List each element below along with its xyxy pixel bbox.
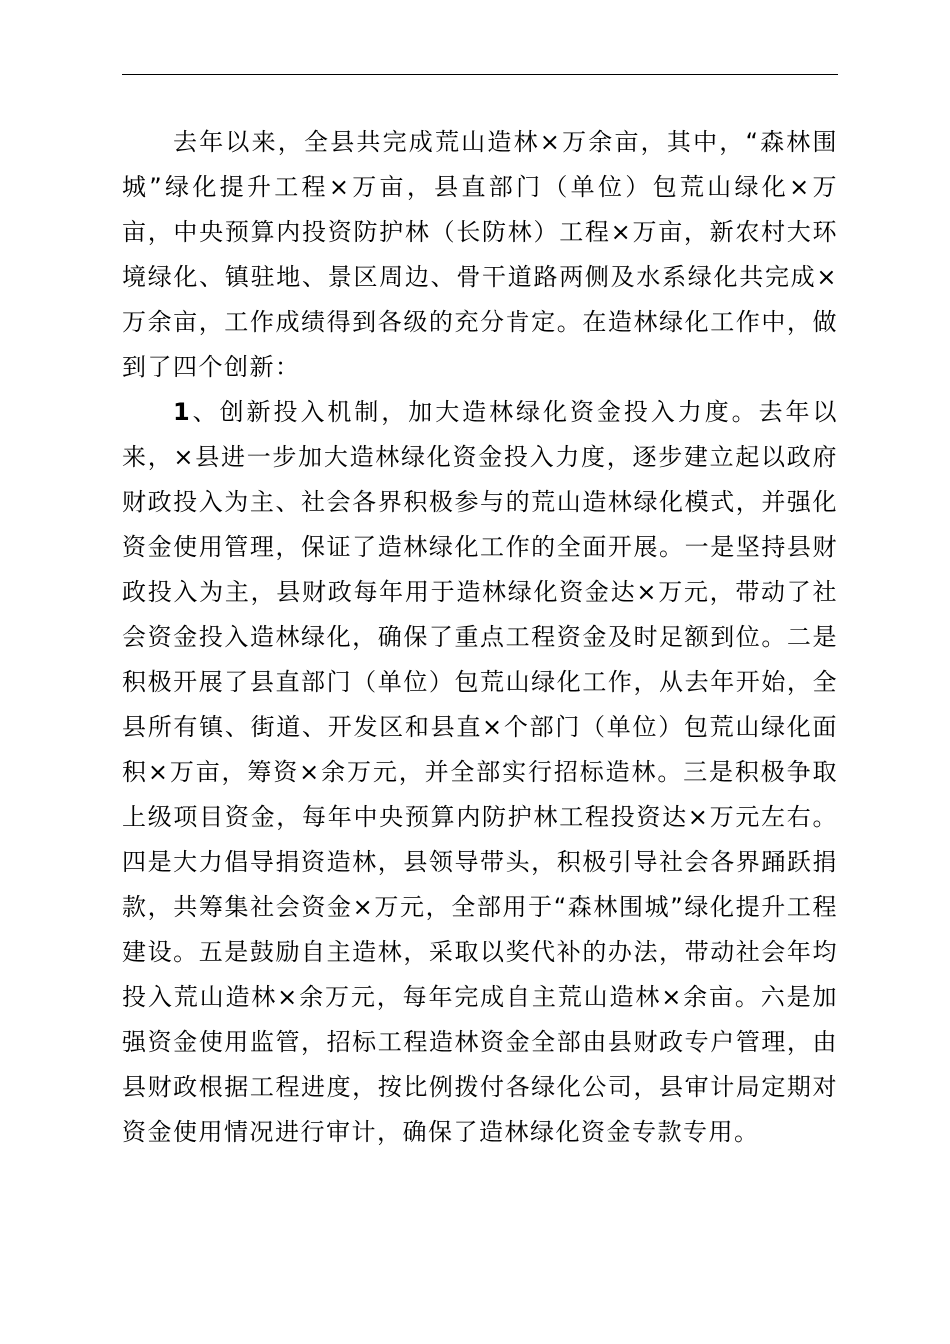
paragraph-item-1-number: 1: [173, 398, 192, 426]
document-body: [122, 120, 838, 1155]
paragraph-intro-text: 去年以来，全县共完成荒山造林×万余亩，其中，“森林围城”绿化提升工程×万亩，县直部门（单位）包荒山绿化×万亩，中央预算内投资防护林（长防林）工程×万亩，新农村大环境绿化、镇驻地、景区周边、骨干道路两侧及水系绿化共完成×万余亩，工作成绩得到各级的充分肯定。在造林绿化工作中，做到了四个创新：: [122, 128, 838, 381]
paragraph-item-1-text: 、创新投入机制，加大造林绿化资金投入力度。去年以来，×县进一步加大造林绿化资金投入力度，逐步建立起以政府财政投入为主、社会各界积极参与的荒山造林绿化模式，并强化资金使用管理，保证了造林绿化工作的全面开展。一是坚持县财政投入为主，县财政每年用于造林绿化资金达×万元，带动了社会资金投入造林绿化，确保了重点工程资金及时足额到位。二是积极开展了县直部门（单位）包荒山绿化工作，从去年开始，全县所有镇、街道、开发区和县直×个部门（单位）包荒山绿化面积×万亩，筹资×余万元，并全部实行招标造林。三是积极争取上级项目资金，每年中央预算内防护林工程投资达×万元左右。四是大力倡导捐资造林，县领导带头，积极引导社会各界踊跃捐款，共筹集社会资金×万元，全部用于“森林围城”绿化提升工程建设。五是鼓励自主造林，采取以奖代补的办法，带动社会年均投入荒山造林×余万元，每年完成自主荒山造林×余亩。六是加强资金使用监管，招标工程造林资金全部由县财政专户管理，由县财政根据工程进度，按比例拨付各绿化公司，县审计局定期对资金使用情况进行审计，确保了造林绿化资金专款专用。: [122, 398, 838, 1146]
paragraph-intro: [122, 120, 838, 390]
header-rule: [122, 74, 838, 75]
paragraph-item-1: [122, 390, 838, 1155]
